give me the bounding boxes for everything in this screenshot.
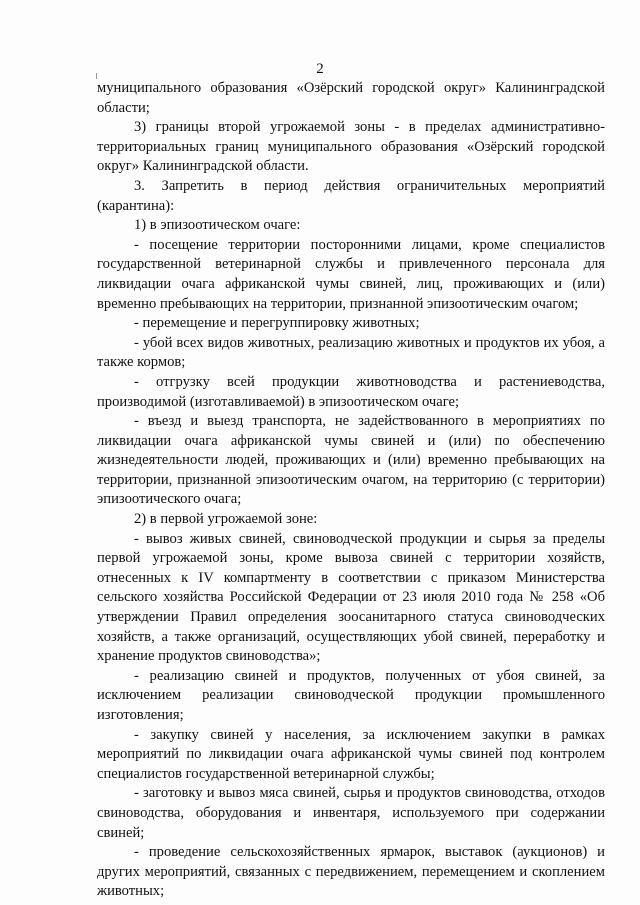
paragraph-continuation: муниципального образования «Озёрский городской округ» Калининградской области;	[97, 80, 605, 116]
paragraph-bullet: - заготовку и вывоз мяса свиней, сырья и продуктов свиноводства, отходов свиноводства, оборудования и инвентаря, используемого при содержании свиней;	[97, 785, 605, 841]
paragraph-bullet: - въезд и выезд транспорта, не задействованного в мероприятиях по ликвидации очага африканской чумы свиней и (или) по обеспечению жизнедеятельности людей, проживающих и (или) временно пребывающих на территории, признанной эпизоотическим очагом, на территорию (с территории) эпизоотического очага;	[97, 413, 605, 508]
paragraph-bullet: - реализацию свиней и продуктов, полученных от убоя свиней, за исключением реализации свиноводческой продукции промышленного изготовления;	[97, 667, 605, 723]
paragraph-section-3: 3. Запретить в период действия ограничительных мероприятий (карантина):	[97, 177, 605, 214]
paragraph-bullet: - посещение территории посторонними лицами, кроме специалистов государственной ветеринарной службы и привлеченного персонала для ликвидации очага африканской чумы свиней, лиц, проживающих и (или) временно пребывающих на территории, признанной эпизоотическим очагом;	[97, 236, 605, 312]
paragraph-subheading-1: 1) в эпизоотическом очаге:	[134, 217, 301, 234]
paragraph-bullet: - вывоз живых свиней, свиноводческой продукции и сырья за пределы первой угрожаемой зоны, кроме вывоза свиней с территории хозяйств, отнесенных к IV компартменту в соответствии с приказом Министерства сельского хозяйства Российской Федерации от 23 июля 2010 года № 258 «Об утверждении Правил определения зоосанитарного статуса свиноводческих хозяйств, а также организаций, осуществляющих убой свиней, переработку и хранение продуктов свиноводства»;	[97, 530, 605, 665]
paragraph-bullet: - убой всех видов животных, реализацию животных и продуктов их убоя, а также кормов;	[97, 334, 605, 371]
paragraph-bullet: - закупку свиней у населения, за исключением закупки в рамках мероприятий по ликвидации очага африканской чумы свиней под контролем специалистов государственной ветеринарной службы;	[97, 726, 605, 782]
document-body	[97, 79, 605, 902]
page-number: 2	[316, 61, 324, 77]
paragraph-bullet: - отгрузку всей продукции животноводства и растениеводства, производимой (изготавливаемой) в эпизоотическом очаге;	[97, 373, 605, 410]
paragraph-bullet: - перемещение и перегруппировку животных;	[134, 315, 420, 332]
paragraph-item-3-zone: 3) границы второй угрожаемой зоны - в пределах административно-территориальных границ муниципального образования «Озёрский городской округ» Калининградской области.	[97, 119, 605, 175]
paragraph-subheading-2: 2) в первой угрожаемой зоне:	[134, 511, 318, 528]
paragraph-bullet: - проведение сельскохозяйственных ярмарок, выставок (аукционов) и других мероприятий, связанных с передвижением, перемещением и скоплением животных;	[97, 844, 605, 900]
